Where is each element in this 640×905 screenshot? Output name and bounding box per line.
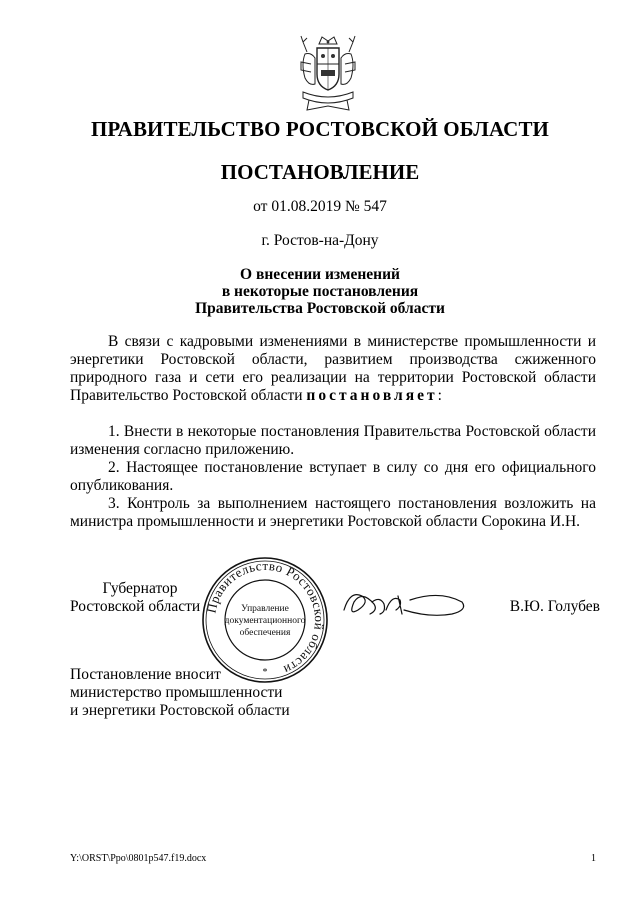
submitter-line: министерство промышленности bbox=[70, 684, 283, 701]
seal-inner-line: документационного bbox=[224, 616, 306, 626]
seal-inner-line: обеспечения bbox=[239, 628, 291, 638]
subject-line: в некоторые постановления bbox=[221, 283, 419, 300]
subject-line: Правительства Ростовской области bbox=[195, 300, 445, 317]
document-subject bbox=[0, 266, 640, 317]
preamble-colon: : bbox=[437, 387, 442, 404]
seal-inner-line: Управление bbox=[241, 604, 289, 614]
submitter-line: Постановление вносит bbox=[70, 666, 221, 683]
clause-paragraph: 1. Внести в некоторые постановления Правительства Ростовской области изменения согласно приложению. bbox=[70, 423, 596, 458]
svg-text:*: * bbox=[262, 667, 268, 678]
preamble-text: В связи с кадровыми изменениями в министерстве промышленности и энергетики Ростовской области, развитием производства сжиженного природного газа и сети его реализации на территории Ростовской области Правительство Ростовской области bbox=[70, 333, 596, 404]
clause-paragraph: 2. Настоящее постановление вступает в силу со дня его официального опубликования. bbox=[70, 459, 596, 494]
signatory-position bbox=[70, 580, 210, 616]
position-line: Губернатор bbox=[102, 580, 178, 597]
clause-paragraph: 3. Контроль за выполнением настоящего постановления возложить на министра промышленности и энергетики Ростовской области Сорокина И.Н. bbox=[70, 495, 596, 530]
date-number-line: от 01.08.2019 № 547 bbox=[253, 198, 387, 215]
position-line: Ростовской области bbox=[70, 598, 201, 615]
preamble-paragraph bbox=[70, 333, 596, 405]
document-type: ПОСТАНОВЛЕНИЕ bbox=[220, 160, 420, 184]
submitter-note bbox=[70, 666, 370, 720]
organization-title: ПРАВИТЕЛЬСТВО РОСТОВСКОЙ ОБЛАСТИ bbox=[91, 117, 549, 141]
document-body bbox=[70, 333, 596, 531]
footer-file-path: Y:\ORST\Ppo\0801p547.f19.docx bbox=[70, 853, 207, 864]
seal-outer-text: Правительство Ростовской области bbox=[203, 557, 328, 678]
footer-page-number: 1 bbox=[591, 853, 596, 864]
city-line: г. Ростов-на-Дону bbox=[261, 232, 379, 249]
signature-block bbox=[70, 580, 600, 670]
signatory-name: В.Ю. Голубев bbox=[509, 598, 600, 615]
subject-line: О внесении изменений bbox=[240, 266, 400, 283]
submitter-line: и энергетики Ростовской области bbox=[70, 702, 290, 719]
handwritten-signature bbox=[340, 580, 470, 630]
decree-word: постановляет bbox=[306, 387, 438, 404]
coat-of-arms-icon bbox=[297, 34, 359, 114]
